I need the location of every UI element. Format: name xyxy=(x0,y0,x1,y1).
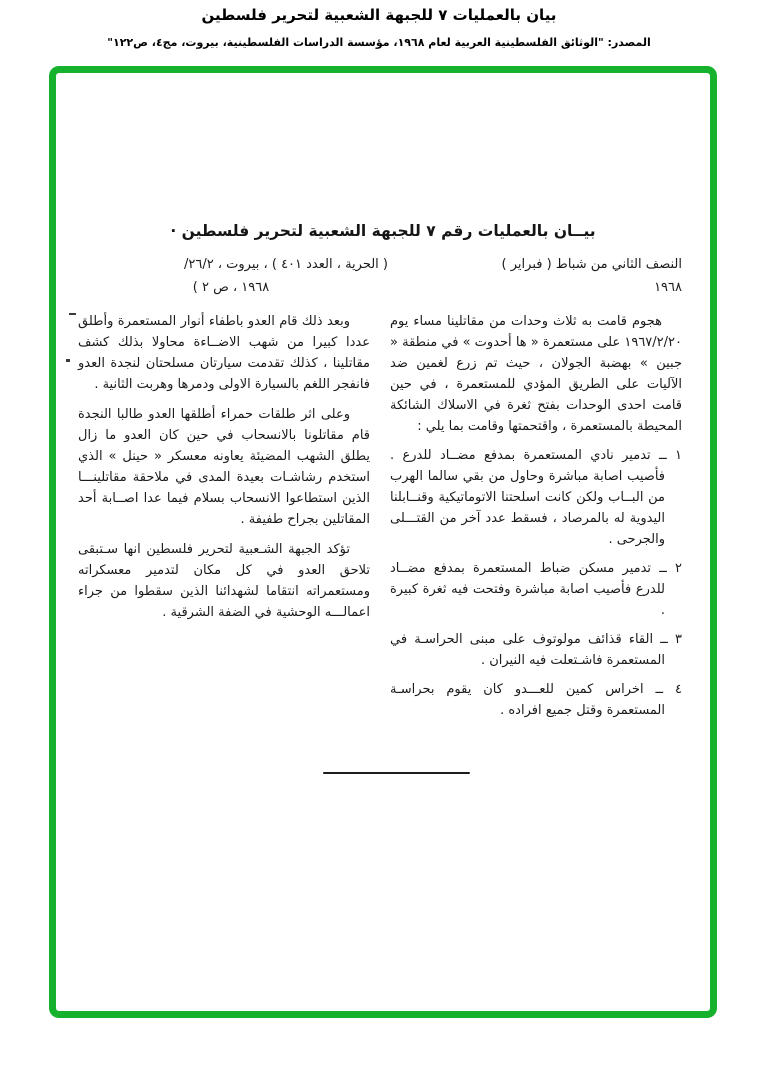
intro-paragraph: هجوم قامت به ثلاث وحدات من مقاتلينا مساء يوم ١٩٦٧/٢/٢٠ على مستعمرة « ها أحدوت » في منطقة « جبين » بهضبة الجولان ، حيث تم زرع لغمين ضد الآليات على الطريق المؤدي للمستعمرة ، في حين قامت احدى الوحدات بفتح ثغرة في الاسلاك الشائكة المحيطة بالمستعمرة ، واقتحمتها وقامت بما يلي : xyxy=(390,314,682,434)
source-citation: المصدر: "الوثائق الفلسطينية العربية لعام ١٩٦٨، مؤسسة الدراسات الفلسطينية، بيروت، مج٤، ص١٢٢" xyxy=(107,36,651,49)
list-item-1: ١ ــ تدمير نادي المستعمرة بمدفع مضــاد للدرع . فأصيب اصابة مباشرة وحاول من بقي سالما الهرب من البــاب ولكن كانت اسلحتنا الاتوماتيكية وقنــابلنا اليدوية له بالمرصاد ، فسقط عدد آخر من القتـــلى والجرحى . xyxy=(390,448,682,547)
document-title: بيــان بالعمليات رقم ٧ للجبهة الشعبية لتحرير فلسطين · xyxy=(170,222,596,240)
citation-date-line1: النصف الثاني من شباط ( فبراير ) xyxy=(501,257,682,272)
citation-date-block xyxy=(444,253,682,299)
column-left xyxy=(78,311,370,721)
citation-source-block xyxy=(74,253,388,299)
page-title: بيان بالعمليات ٧ للجبهة الشعبية لتحرير فلسطين xyxy=(201,6,557,24)
list-item-4: ٤ ــ اخراس كمين للعـــدو كان يقوم بحراسـة المستعمرة وقتل جميع افراده . xyxy=(390,682,682,718)
citation-date-line2: ١٩٦٨ xyxy=(654,280,682,295)
scan-artifact xyxy=(66,359,70,362)
list-item-3: ٣ ــ القاء قذائف مولوتوف على مبنى الحراسـة في المستعمرة فاشـتعلت فيه النيران . xyxy=(390,632,682,668)
scan-artifact xyxy=(69,313,76,315)
paragraph-enemy-response: وبعد ذلك قام العدو باطفاء أنوار المستعمرة وأطلق عددا كبيرا من شهب الاضــاءة محاولا بذلك كشف مقاتلينا ، كذلك تقدمت سيارتان مسلحتان لنجدة العدو فانفجر اللغم بالسيارة الاولى ودمرها وهربت الثانية . xyxy=(78,314,370,392)
citation-source-line2: ١٩٦٨ ، ص ٢ ) xyxy=(192,280,270,295)
paragraph-closing-statement: تؤكد الجبهة الشـعبية لتحرير فلسطين انها سـتبقى تلاحق العدو في كل مكان لتدمير معسكراته ومستعمراته انتقاما لشهدائنا الذين سقطوا من جراء اعمالـــه الوحشية في الضفة الشرقية . xyxy=(78,542,370,620)
document-body xyxy=(78,311,682,721)
citation-source-line1: ( الحرية ، العدد ٤٠١ ) ، بيروت ، ٢٦/٢/ xyxy=(183,257,388,272)
list-item-2: ٢ ــ تدمير مسكن ضباط المستعمرة بمدفع مضــاد للدرع فأصيب اصابة مباشرة وفتحت فيه ثغرة كبيرة . xyxy=(390,561,682,618)
column-right xyxy=(390,311,682,721)
divider-line xyxy=(323,772,470,774)
paragraph-withdrawal: وعلى اثر طلقات حمراء أطلقها العدو طالبا النجدة قام مقاتلونا بالانسحاب في حين كان العدو ما زال يطلق الشهب المضيئة يعاونه معسكر « حينل » الذي استخدم رشاشـات بعيدة المدى في ملاحقة مقاتلينـــا الذين استطاعوا الانسحاب بسلام فيما عدا اصــابة أحد المقاتلين بجراح طفيفة . xyxy=(78,407,370,527)
document-frame xyxy=(49,66,717,1018)
